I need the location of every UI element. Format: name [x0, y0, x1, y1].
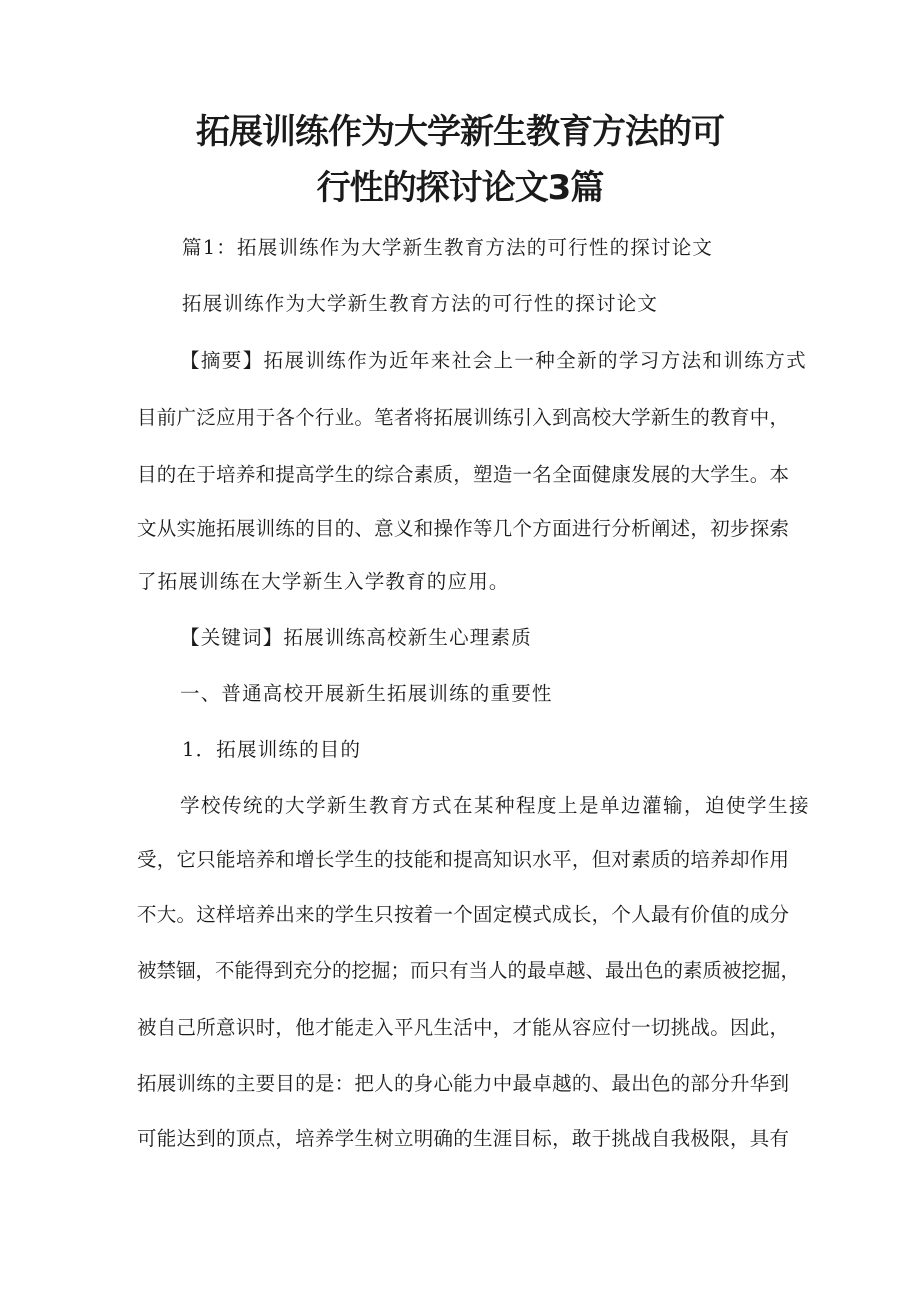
abstract-line: 目的在于培养和提高学生的综合素质，塑造一名全面健康发展的大学生。本 [137, 463, 789, 486]
body-line: 被禁锢，不能得到充分的挖掘；而只有当人的最卓越、最出色的素质被挖掘， [137, 959, 801, 982]
body-line: 受，它只能培养和增长学生的技能和提高知识水平，但对素质的培养却作用 [137, 848, 789, 871]
part-heading: 篇1：拓展训练作为大学新生教育方法的可行性的探讨论文 [182, 236, 714, 259]
subsection-heading: 1．拓展训练的目的 [182, 738, 362, 761]
body-line: 可能达到的顶点，培养学生树立明确的生涯目标，敢于挑战自我极限，具有 [137, 1127, 789, 1150]
article-subtitle: 拓展训练作为大学新生教育方法的可行性的探讨论文 [182, 292, 659, 315]
document-title-line-2: 行性的探讨论文3篇 [316, 168, 604, 208]
abstract-line: 了拓展训练在大学新生入学教育的应用。 [137, 570, 510, 593]
body-line: 不大。这样培养出来的学生只按着一个固定模式成长，个人最有价值的成分 [137, 903, 789, 926]
document-title-line-1: 拓展训练作为大学新生教育方法的可 [196, 112, 724, 152]
abstract-line: 【摘要】拓展训练作为近年来社会上一种全新的学习方法和训练方式 [180, 349, 808, 372]
body-line: 拓展训练的主要目的是：把人的身心能力中最卓越的、最出色的部分升华到 [137, 1072, 789, 1095]
abstract-line: 目前广泛应用于各个行业。笔者将拓展训练引入到高校大学新生的教育中， [137, 406, 789, 429]
body-line: 被自己所意识时，他才能走入平凡生活中，才能从容应付一切挑战。因此， [137, 1016, 789, 1039]
section-heading: 一、普通高校开展新生拓展训练的重要性 [180, 682, 553, 705]
body-line: 学校传统的大学新生教育方式在某种程度上是单边灌输，迫使学生接 [180, 794, 811, 817]
abstract-line: 文从实施拓展训练的目的、意义和操作等几个方面进行分析阐述，初步探索 [137, 517, 789, 540]
keywords-line: 【关键词】拓展训练高校新生心理素质 [180, 626, 532, 649]
